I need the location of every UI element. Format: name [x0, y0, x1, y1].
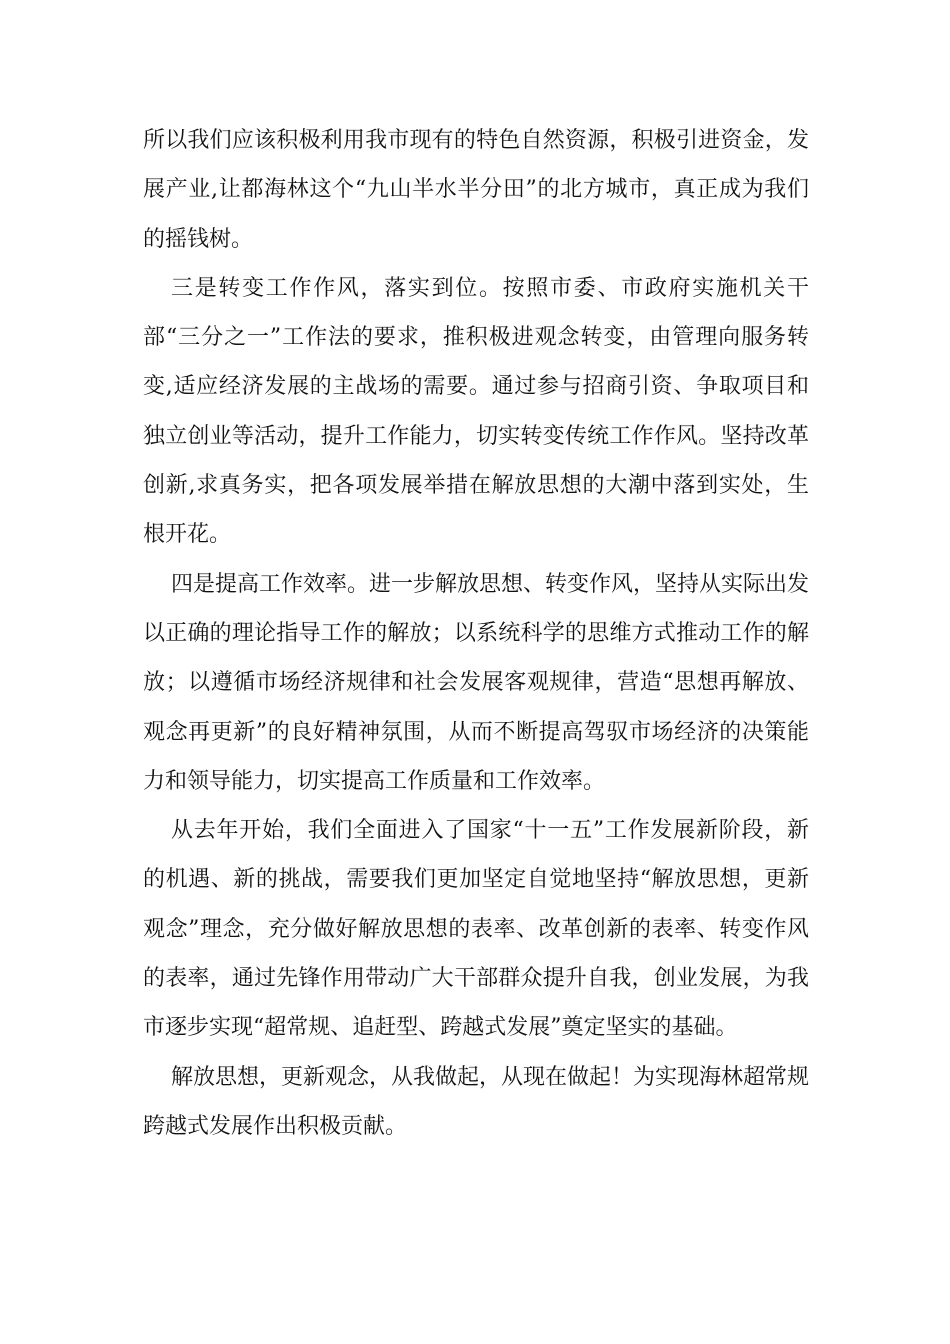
document-body	[143, 116, 809, 1151]
paragraph-5: 解放思想，更新观念，从我做起，从现在做起！为实现海林超常规跨越式发展作出积极贡献。	[143, 1064, 810, 1139]
paragraph-2: 三是转变工作作风，落实到位。按照市委、市政府实施机关干部“三分之一”工作法的要求，推积极进观念转变，由管理向服务转变,适应经济发展的主战场的需要。通过参与招商引资、争取项目和独立创业等活动，提升工作能力，切实转变传统工作作风。坚持改革创新,求真务实，把各项发展举措在解放思想的大潮中落到实处，生根开花。	[143, 275, 809, 548]
paragraph-1: 所以我们应该积极利用我市现有的特色自然资源，积极引进资金，发展产业,让都海林这个“九山半水半分田”的北方城市，真正成为我们的摇钱树。	[143, 128, 809, 252]
paragraph-3: 四是提高工作效率。进一步解放思想、转变作风，坚持从实际出发以正确的理论指导工作的解放；以系统科学的思维方式推动工作的解放；以遵循市场经济规律和社会发展客观规律，营造“思想再解放、观念再更新”的良好精神氛围，从而不断提高驾驭市场经济的决策能力和领导能力，切实提高工作质量和工作效率。	[143, 571, 810, 794]
paragraph-4: 从去年开始，我们全面进入了国家“十一五”工作发展新阶段，新的机遇、新的挑战，需要我们更加坚定自觉地坚持“解放思想，更新观念”理念，充分做好解放思想的表率、改革创新的表率、转变作风的表率，通过先锋作用带动广大干部群众提升自我，创业发展，为我市逐步实现“超常规、追赶型、跨越式发展”奠定坚实的基础。	[143, 818, 809, 1041]
